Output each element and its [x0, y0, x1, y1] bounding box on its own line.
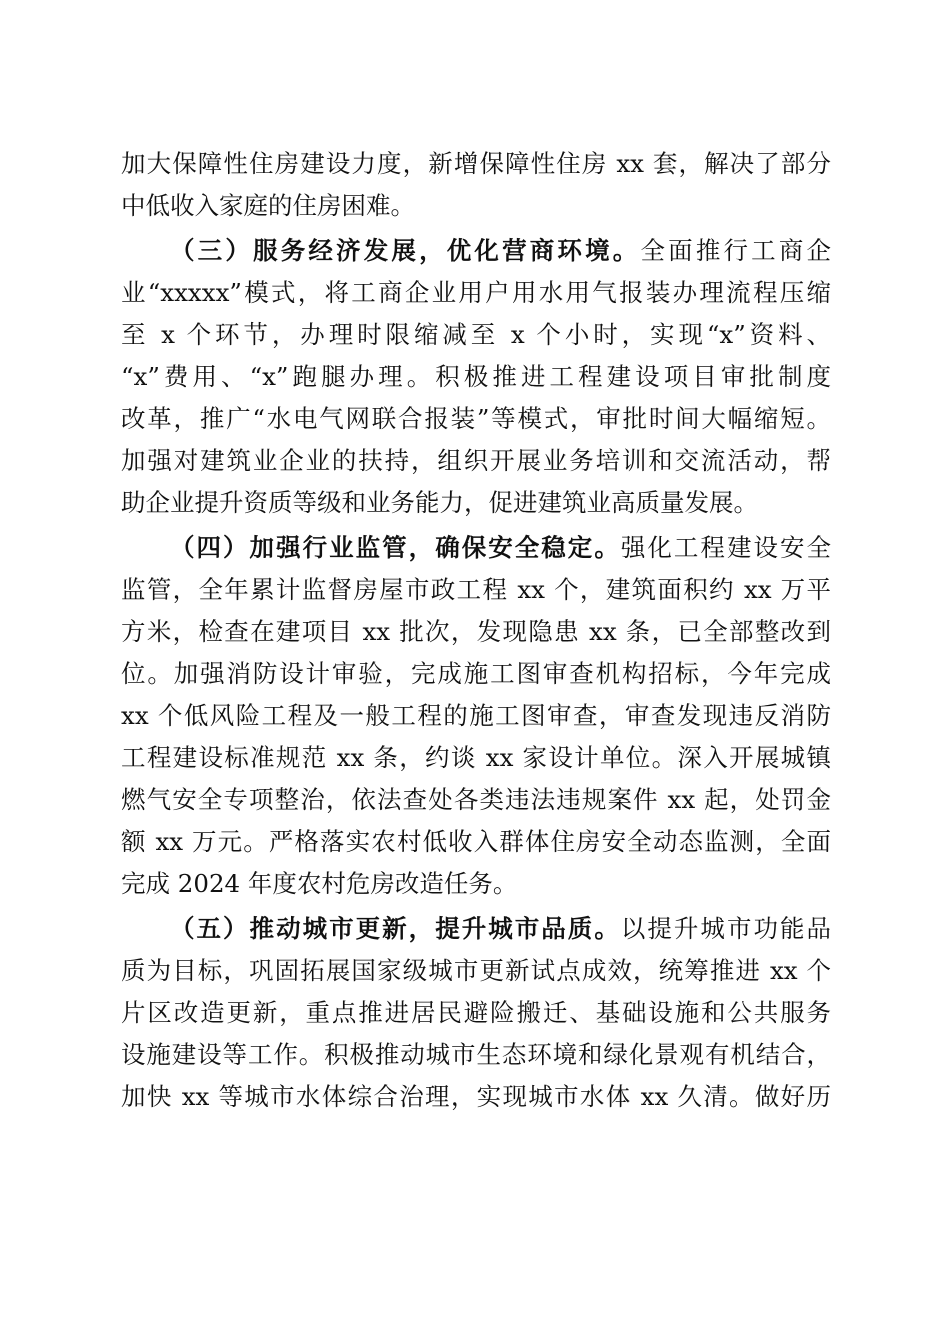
text-line [121, 527, 831, 569]
text-line: 位。加强消防设计审验，完成施工图审查机构招标，今年完成 [121, 659, 831, 688]
section-heading-5: （五）推动城市更新，提升城市品质。 [170, 914, 621, 943]
section-heading-4: （四）加强行业监管，确保安全稳定。 [170, 533, 621, 562]
text-line: 完成 2024 年度农村危房改造任务。 [121, 869, 518, 898]
text-line: “x”费用、“x”跑腿办理。积极推进工程建设项目审批制度 [121, 362, 831, 391]
document-body [121, 143, 831, 1118]
text-line: 加快 xx 等城市水体综合治理，实现城市水体 xx 久清。做好历 [121, 1082, 831, 1111]
text-line [121, 230, 831, 272]
text-line: 至 x 个环节，办理时限缩减至 x 个小时，实现“x”资料、 [121, 320, 831, 349]
text-line: 加大保障性住房建设力度，新增保障性住房 xx 套，解决了部分 [121, 149, 831, 178]
text-run: 以提升城市功能品 [620, 914, 832, 943]
paragraph-industry-supervision [121, 527, 831, 905]
paragraph-urban-renewal [121, 908, 831, 1118]
text-line: xx 个低风险工程及一般工程的施工图审查，审查发现违反消防 [121, 701, 831, 730]
text-line: 质为目标，巩固拓展国家级城市更新试点成效，统筹推进 xx 个 [121, 956, 831, 985]
text-line: 加强对建筑业企业的扶持，组织开展业务培训和交流活动，帮 [121, 446, 831, 475]
text-line: 业“xxxxx”模式，将工商企业用户用水用气报装办理流程压缩 [121, 278, 831, 307]
text-line: 改革，推广“水电气网联合报装”等模式，审批时间大幅缩短。 [121, 404, 831, 433]
text-line [121, 908, 831, 950]
text-line: 额 xx 万元。严格落实农村低收入群体住房安全动态监测，全面 [121, 827, 831, 856]
text-line: 工程建设标准规范 xx 条，约谈 xx 家设计单位。深入开展城镇 [121, 743, 831, 772]
text-line: 片区改造更新，重点推进居民避险搬迁、基础设施和公共服务 [121, 998, 831, 1027]
text-run: 全面推行工商企 [640, 236, 832, 265]
paragraph-housing [121, 143, 831, 227]
text-run: 强化工程建设安全 [620, 533, 832, 562]
section-heading-3: （三）服务经济发展，优化营商环境。 [170, 236, 641, 265]
text-line: 中低收入家庭的住房困难。 [121, 191, 415, 220]
text-line: 助企业提升资质等级和业务能力，促进建筑业高质量发展。 [121, 488, 758, 517]
text-line: 监管，全年累计监督房屋市政工程 xx 个，建筑面积约 xx 万平 [121, 575, 831, 604]
text-line: 方米，检查在建项目 xx 批次，发现隐患 xx 条，已全部整改到 [121, 617, 831, 646]
paragraph-business-environment [121, 230, 831, 524]
text-line: 设施建设等工作。积极推动城市生态环境和绿化景观有机结合， [121, 1040, 831, 1069]
text-line: 燃气安全专项整治，依法查处各类违法违规案件 xx 起，处罚金 [121, 785, 831, 814]
